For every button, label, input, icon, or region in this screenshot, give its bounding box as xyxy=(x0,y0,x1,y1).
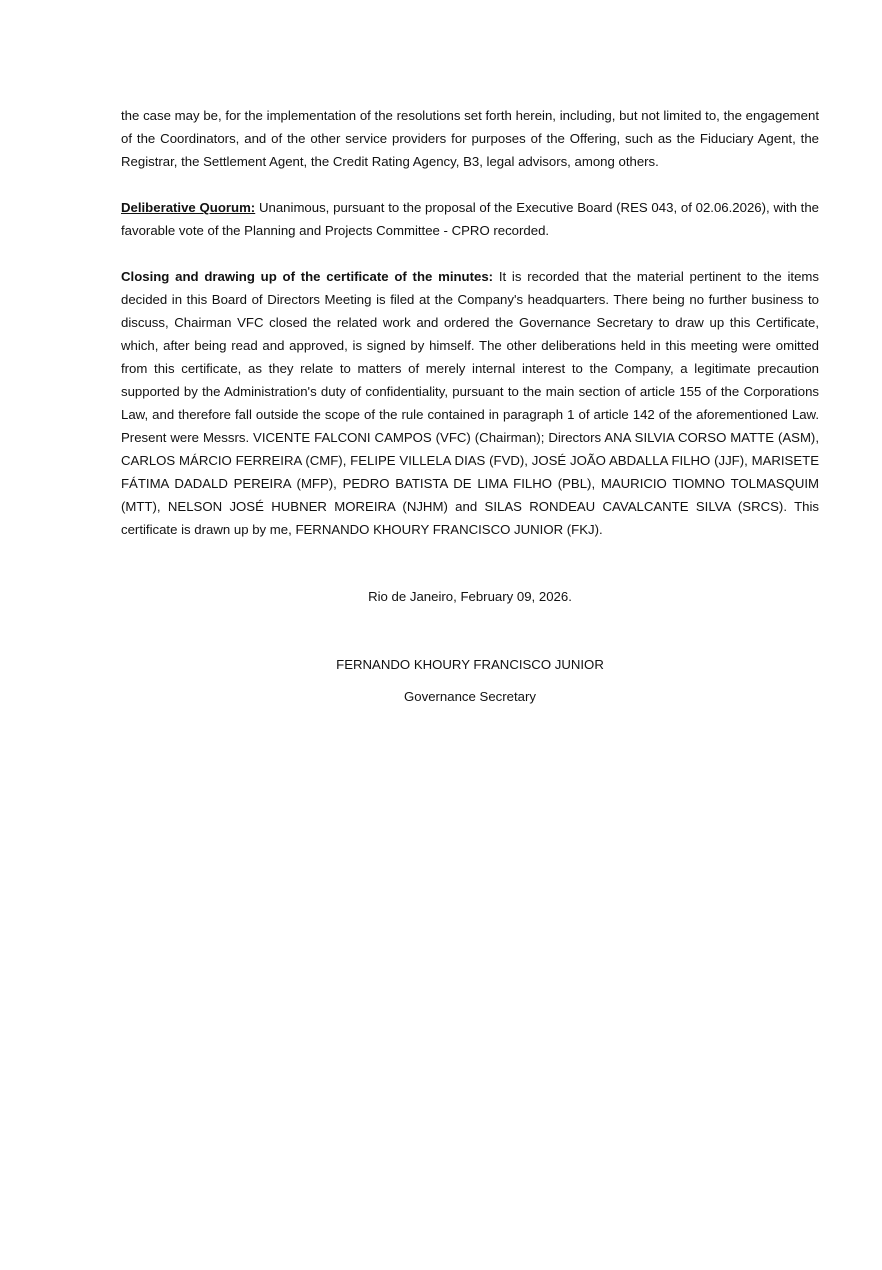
deliberative-quorum-text: Unanimous, pursuant to the proposal of the Executive Board (RES 043, of 02.06.2026), with the favorable vote of the Planning and Projects Committee - CPRO recorded. xyxy=(121,200,819,238)
signer-title: Governance Secretary xyxy=(404,689,536,704)
deliberative-quorum-paragraph xyxy=(121,196,819,242)
closing-heading: Closing and drawing up of the certificate of the minutes: xyxy=(121,269,494,284)
deliberative-quorum-heading: Deliberative Quorum: xyxy=(121,200,256,215)
document-body xyxy=(121,104,819,564)
signer-name: FERNANDO KHOURY FRANCISCO JUNIOR xyxy=(336,657,604,672)
closing-text: It is recorded that the material pertinent to the items decided in this Board of Directors Meeting is filed at the Company's headquarters. There being no further business to discuss, Chairman VFC closed the related work and ordered the Governance Secretary to draw up this Certificate, which, after being read and approved, is signed by himself. The other deliberations held in this meeting were omitted from this certificate, as they relate to matters of merely internal interest to the Company, a legitimate precaution supported by the Administration's duty of confidentiality, pursuant to the main section of article 155 of the Corporations Law, and therefore fall outside the scope of the rule contained in paragraph 1 of article 142 of the aforementioned Law. Present were Messrs. VICENTE FALCONI CAMPOS (VFC) (Chairman); Directors ANA SILVIA CORSO MATTE (ASM), CARLOS MÁRCIO FERREIRA (CMF), FELIPE VILLELA DIAS (FVD), JOSÉ JOÃO ABDALLA FILHO (JJF), MARISETE FÁTIMA DADALD PEREIRA (MFP), PEDRO BATISTA DE LIMA FILHO (PBL), MAURICIO TIOMNO TOLMASQUIM (MTT), NELSON JOSÉ HUBNER MOREIRA (NJHM) and SILAS RONDEAU CAVALCANTE SILVA (SRCS). This certificate is drawn up by me, FERNANDO KHOURY FRANCISCO JUNIOR (FKJ). xyxy=(121,269,819,537)
closing-paragraph xyxy=(121,265,819,541)
resolution-paragraph xyxy=(121,104,819,173)
resolution-text: the case may be, for the implementation of the resolutions set forth herein, including, but not limited to, the engagement of the Coordinators, and of the other service providers for purposes of the Offering, such as the Fiduciary Agent, the Registrar, the Settlement Agent, the Credit Rating Agency, B3, legal advisors, among others. xyxy=(121,108,819,169)
place-and-date: Rio de Janeiro, February 09, 2026. xyxy=(368,589,572,604)
